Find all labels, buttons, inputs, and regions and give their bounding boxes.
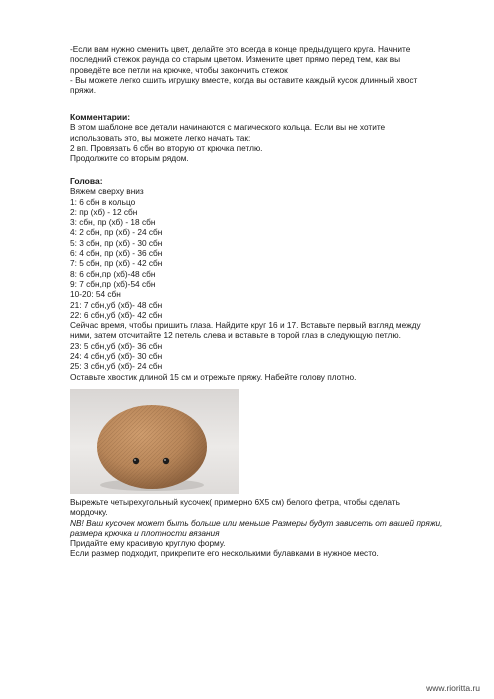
- head-pattern-line: 5: 3 сбн, пр (хб) - 30 сбн: [70, 237, 163, 248]
- head-pattern-line: 8: 6 сбн,пр (хб)-48 сбн: [70, 268, 156, 279]
- site-watermark: www.rioritta.ru: [426, 683, 480, 693]
- head-pattern-line: 7: 5 сбн, пр (хб) - 42 сбн: [70, 258, 163, 269]
- head-pattern-line: 24: 4 сбн,уб (хб)- 30 сбн: [70, 351, 163, 362]
- comments-line: Продолжите со вторым рядом.: [70, 153, 189, 164]
- face-line: Придайте ему красивую круглую форму.: [70, 538, 226, 549]
- face-instructions: [70, 497, 470, 559]
- crochet-ball-image: [70, 389, 239, 494]
- head-pattern-line: 3: сбн, пр (хб) - 18 сбн: [70, 217, 156, 228]
- intro-notes: [70, 44, 470, 95]
- head-pattern-line: 10-20: 54 сбн: [70, 289, 121, 300]
- comments-section: [70, 112, 470, 163]
- intro-line: - Вы можете легко сшить игрушку вместе, когда вы оставите каждый кусок длинный хвост: [70, 74, 418, 85]
- head-pattern-line: 23: 5 сбн,уб (хб)- 36 сбн: [70, 340, 163, 351]
- head-pattern-line: Оставьте хвостик длиной 15 см и отрежьте пряжу. Набейте голову плотно.: [70, 371, 357, 382]
- intro-line: проведёте все петли на крючке, чтобы закончить стежок: [70, 64, 288, 75]
- head-pattern-line: 4: 2 сбн, пр (хб) - 24 сбн: [70, 227, 163, 238]
- comments-line: В этом шаблоне все детали начинаются с магического кольца. Если вы не хотите: [70, 122, 386, 133]
- crochet-head-photo: [70, 389, 239, 494]
- head-pattern-line: 6: 4 сбн, пр (хб) - 36 сбн: [70, 248, 163, 259]
- face-line: размера крючка и плотности вязания: [70, 527, 220, 538]
- head-pattern-line: Вяжем сверху вниз: [70, 186, 144, 197]
- comments-line: 2 вп. Провязать 6 сбн во вторую от крючка петлю.: [70, 142, 263, 153]
- comments-line: использовать это, вы можете легко начать так:: [70, 132, 251, 143]
- head-heading: Голова:: [70, 176, 103, 186]
- head-section: [70, 176, 470, 382]
- face-line: NB! Ваш кусочек может быть больше или меньше Размеры будут зависеть от вашей пряжи,: [70, 517, 443, 528]
- head-pattern-line: 21: 7 сбн,уб (хб)- 48 сбн: [70, 299, 163, 310]
- head-pattern-line: Сейчас время, чтобы пришить глаза. Найдите круг 16 и 17. Вставьте первый взгляд между: [70, 320, 421, 331]
- face-line: Если размер подходит, прикрепите его несколькими булавками в нужное место.: [70, 548, 379, 559]
- head-pattern-line: 22: 6 сбн,уб (хб)- 42 сбн: [70, 309, 163, 320]
- intro-line: -Если вам нужно сменить цвет, делайте это всегда в конце предыдущего круга. Начните: [70, 44, 411, 54]
- head-pattern-line: 25: 3 сбн,уб (хб)- 24 сбн: [70, 361, 163, 372]
- intro-line: пряжи.: [70, 85, 96, 96]
- face-line: мордочку.: [70, 507, 108, 518]
- face-line: Вырежьте четырехугольный кусочек( примерно 6X5 см) белого фетра, чтобы сделать: [70, 497, 400, 507]
- head-pattern-line: 9: 7 сбн,пр (хб)-54 сбн: [70, 278, 156, 289]
- head-pattern-line: 2: пр (хб) - 12 сбн: [70, 206, 138, 217]
- head-pattern-line: 1: 6 сбн в кольцо: [70, 196, 136, 207]
- head-pattern-line: ними, затем отсчитайте 12 петель слева и вставьте в торой глаз в следующую петлю.: [70, 330, 401, 341]
- intro-line: последний стежок раунда со старым цветом. Измените цвет прямо перед тем, как вы: [70, 54, 401, 65]
- comments-heading: Комментарии:: [70, 112, 131, 122]
